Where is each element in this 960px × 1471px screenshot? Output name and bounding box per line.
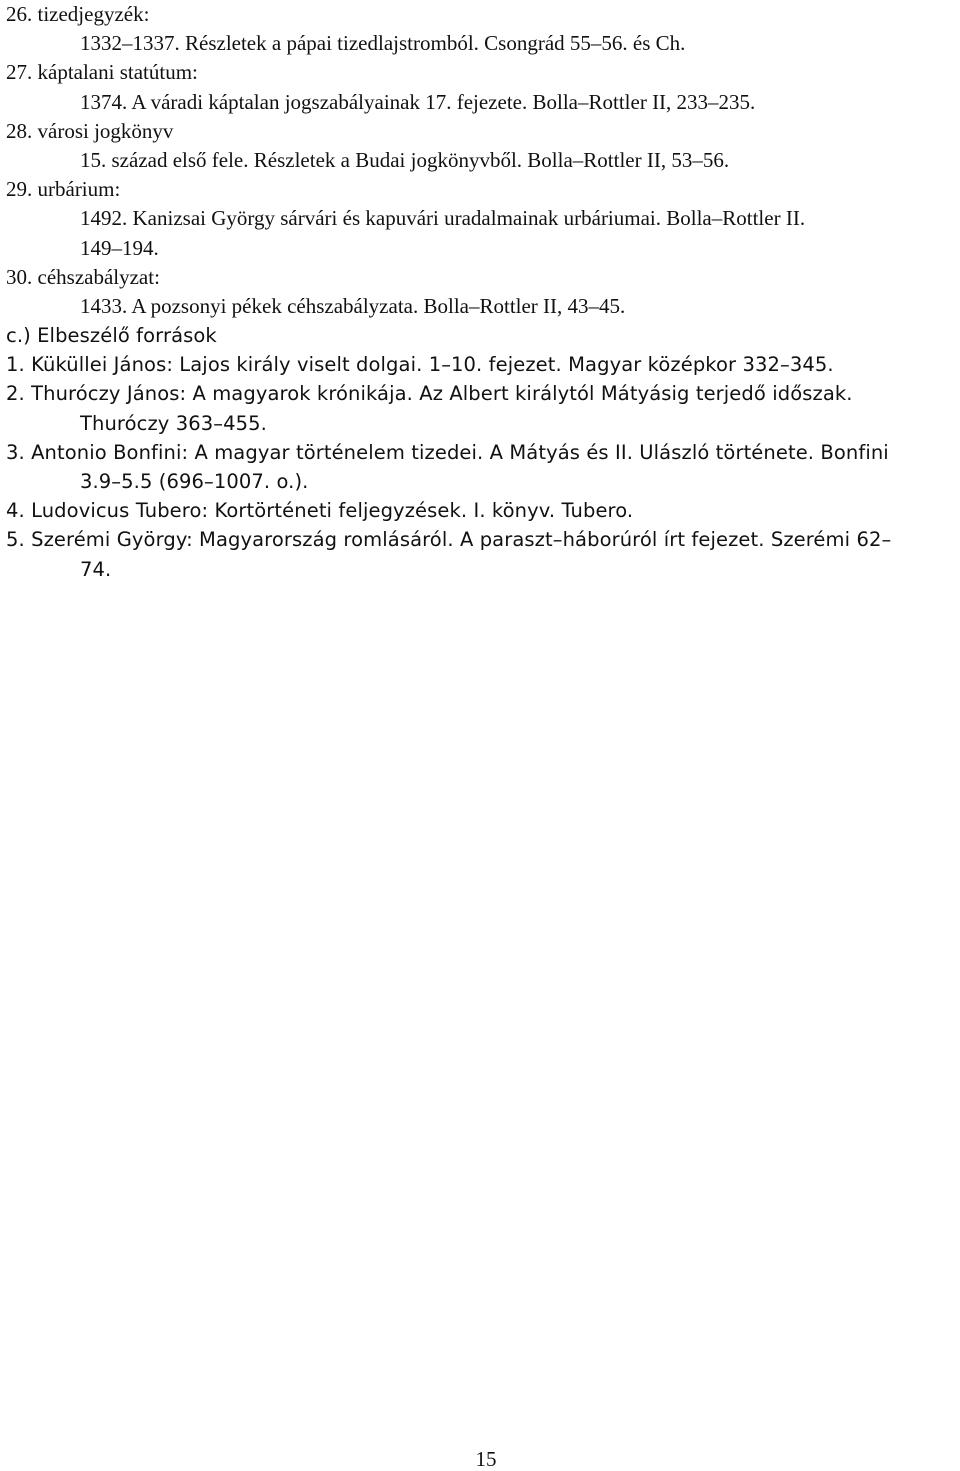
list-item: 1. Küküllei János: Lajos király viselt dolgai. 1–10. fejezet. Magyar középkor 332–345. [6, 353, 834, 377]
list-item-continued: Thuróczy 363–455. [80, 411, 267, 435]
list-item-detail: 1433. A pozsonyi pékek céhszabályzata. Bolla–Rottler II, 43–45. [80, 293, 626, 318]
list-item-heading: 26. tizedjegyzék: [6, 2, 150, 26]
list-item: 5. Szerémi György: Magyarország romlásáról. A paraszt–háborúról írt fejezet. Szerémi 62– [6, 528, 892, 552]
page-number: 15 [475, 1447, 497, 1471]
list-item-continued: 74. [80, 557, 112, 581]
list-item-heading: 30. céhszabályzat: [6, 264, 160, 289]
list-item: 2. Thuróczy János: A magyarok krónikája. Az Albert királytól Mátyásig terjedő időszak. [6, 382, 853, 406]
list-item-detail: 15. század első fele. Részletek a Budai jogkönyvből. Bolla–Rottler II, 53–56. [80, 147, 730, 172]
list-item-continued: 3.9–5.5 (696–1007. o.). [80, 470, 309, 493]
list-item-detail-continued: 149–194. [80, 235, 159, 260]
list-item-detail: 1332–1337. Részletek a pápai tizedlajstromból. Csongrád 55–56. és Ch. [80, 31, 686, 56]
document-body [6, 0, 956, 584]
list-item-heading: 29. urbárium: [6, 177, 121, 202]
list-item-heading: 27. káptalani statútum: [6, 60, 198, 85]
section-heading: c.) Elbeszélő források [6, 324, 217, 348]
list-item-heading: 28. városi jogkönyv [6, 118, 174, 143]
list-item: 4. Ludovicus Tubero: Kortörténeti feljegyzések. I. könyv. Tubero. [6, 499, 634, 523]
list-item-detail: 1374. A váradi káptalan jogszabályainak 17. fejezete. Bolla–Rottler II, 233–235. [80, 89, 756, 114]
list-item-detail: 1492. Kanizsai György sárvári és kapuvári uradalmainak urbáriumai. Bolla–Rottler II. [80, 206, 806, 231]
list-item: 3. Antonio Bonfini: A magyar történelem tizedei. A Mátyás és II. Ulászló története. Bonfini [6, 440, 889, 464]
